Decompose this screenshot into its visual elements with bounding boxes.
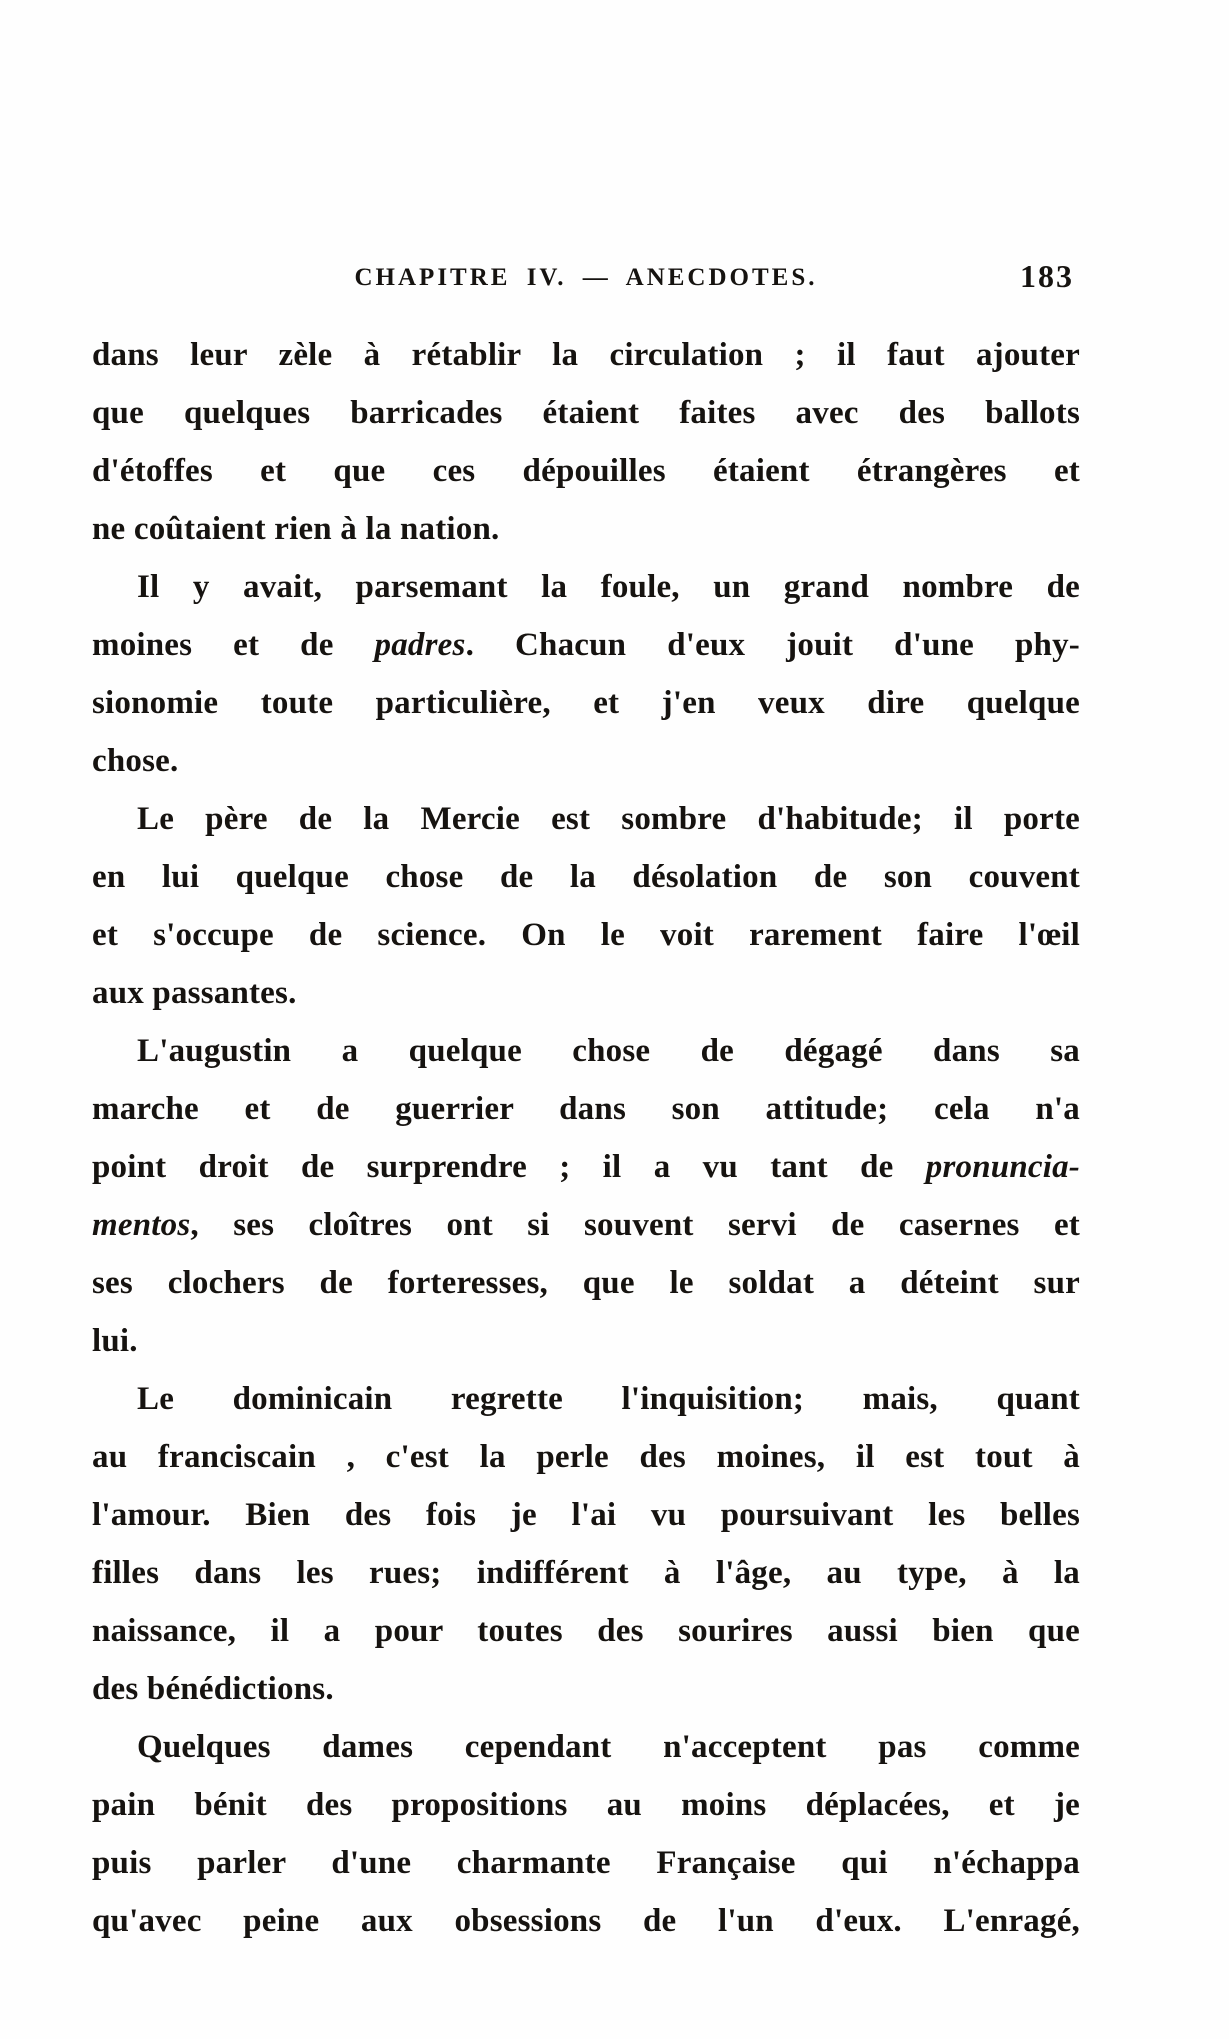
text-run: qu'avec peine aux obsessions de l'un d'eux. L'enragé, xyxy=(92,1903,1080,1939)
text-line xyxy=(92,906,1080,964)
text-line xyxy=(92,1370,1080,1428)
text-line xyxy=(92,1138,1080,1196)
text-run: aux passantes. xyxy=(92,975,297,1011)
text-line xyxy=(92,1602,1080,1660)
text-run: en lui quelque chose de la désolation de son couvent xyxy=(92,859,1080,895)
text-run: des bénédictions. xyxy=(92,1671,334,1707)
text-run: L'augustin a quelque chose de dégagé dans sa xyxy=(137,1033,1080,1069)
text-run: , ses cloîtres ont si souvent servi de casernes et xyxy=(190,1207,1080,1243)
text-line xyxy=(92,1022,1080,1080)
text-column xyxy=(92,326,1080,1950)
text-line xyxy=(92,616,1080,674)
text-line xyxy=(92,1312,1080,1370)
text-run: marche et de guerrier dans son attitude; cela n'a xyxy=(92,1091,1080,1127)
italic-text-run: mentos xyxy=(92,1207,191,1243)
text-line xyxy=(92,384,1080,442)
text-run: sionomie toute particulière, et j'en veux dire quelque xyxy=(92,685,1080,721)
italic-text-run: padres xyxy=(374,627,466,663)
running-title: CHAPITRE IV. — ANECDOTES. xyxy=(354,264,818,291)
text-line xyxy=(92,964,1080,1022)
text-line xyxy=(92,1776,1080,1834)
text-run: Le père de la Mercie est sombre d'habitude; il porte xyxy=(137,801,1080,837)
text-line xyxy=(92,442,1080,500)
italic-text-run: pronuncia- xyxy=(925,1149,1080,1185)
text-line xyxy=(92,674,1080,732)
text-line xyxy=(92,1544,1080,1602)
page-header xyxy=(92,258,1080,302)
text-line xyxy=(92,1834,1080,1892)
text-line xyxy=(92,1080,1080,1138)
text-line xyxy=(92,1892,1080,1950)
text-line xyxy=(92,732,1080,790)
text-run: pain bénit des propositions au moins déplacées, et je xyxy=(92,1787,1080,1823)
text-line xyxy=(92,1254,1080,1312)
paragraph xyxy=(92,1022,1080,1370)
text-run: Quelques dames cependant n'acceptent pas comme xyxy=(137,1729,1080,1765)
text-run: ne coûtaient rien à la nation. xyxy=(92,511,500,547)
text-run: ses clochers de forteresses, que le soldat a déteint sur xyxy=(92,1265,1080,1301)
text-run: naissance, il a pour toutes des sourires aussi bien que xyxy=(92,1613,1080,1649)
text-line xyxy=(92,848,1080,906)
text-line xyxy=(92,790,1080,848)
text-run: . Chacun d'eux jouit d'une phy- xyxy=(465,627,1080,663)
text-run: que quelques barricades étaient faites avec des ballots xyxy=(92,395,1080,431)
text-line xyxy=(92,1428,1080,1486)
text-run: point droit de surprendre ; il a vu tant de xyxy=(92,1149,926,1185)
paragraph xyxy=(92,558,1080,790)
text-run: chose. xyxy=(92,743,179,779)
text-line xyxy=(92,1196,1080,1254)
text-run: Il y avait, parsemant la foule, un grand nombre de xyxy=(137,569,1080,605)
paragraph xyxy=(92,790,1080,1022)
text-line xyxy=(92,500,1080,558)
text-line xyxy=(92,1486,1080,1544)
text-run: et s'occupe de science. On le voit rarement faire l'œil xyxy=(92,917,1080,953)
text-run: moines et de xyxy=(92,627,375,663)
text-run: lui. xyxy=(92,1323,138,1359)
text-line xyxy=(92,326,1080,384)
text-run: dans leur zèle à rétablir la circulation ; il faut ajouter xyxy=(92,337,1080,373)
text-line xyxy=(92,1718,1080,1776)
page-number: 183 xyxy=(1020,258,1074,294)
text-line xyxy=(92,1660,1080,1718)
text-run: au franciscain , c'est la perle des moines, il est tout à xyxy=(92,1439,1080,1475)
text-run: filles dans les rues; indifférent à l'âge, au type, à la xyxy=(92,1555,1080,1591)
text-run: l'amour. Bien des fois je l'ai vu poursuivant les belles xyxy=(92,1497,1080,1533)
text-run: puis parler d'une charmante Française qui n'échappa xyxy=(92,1845,1080,1881)
paragraph xyxy=(92,1370,1080,1718)
text-run: Le dominicain regrette l'inquisition; mais, quant xyxy=(137,1381,1080,1417)
text-run: d'étoffes et que ces dépouilles étaient étrangères et xyxy=(92,453,1080,489)
paragraph xyxy=(92,1718,1080,1950)
paragraph xyxy=(92,326,1080,558)
text-line xyxy=(92,558,1080,616)
